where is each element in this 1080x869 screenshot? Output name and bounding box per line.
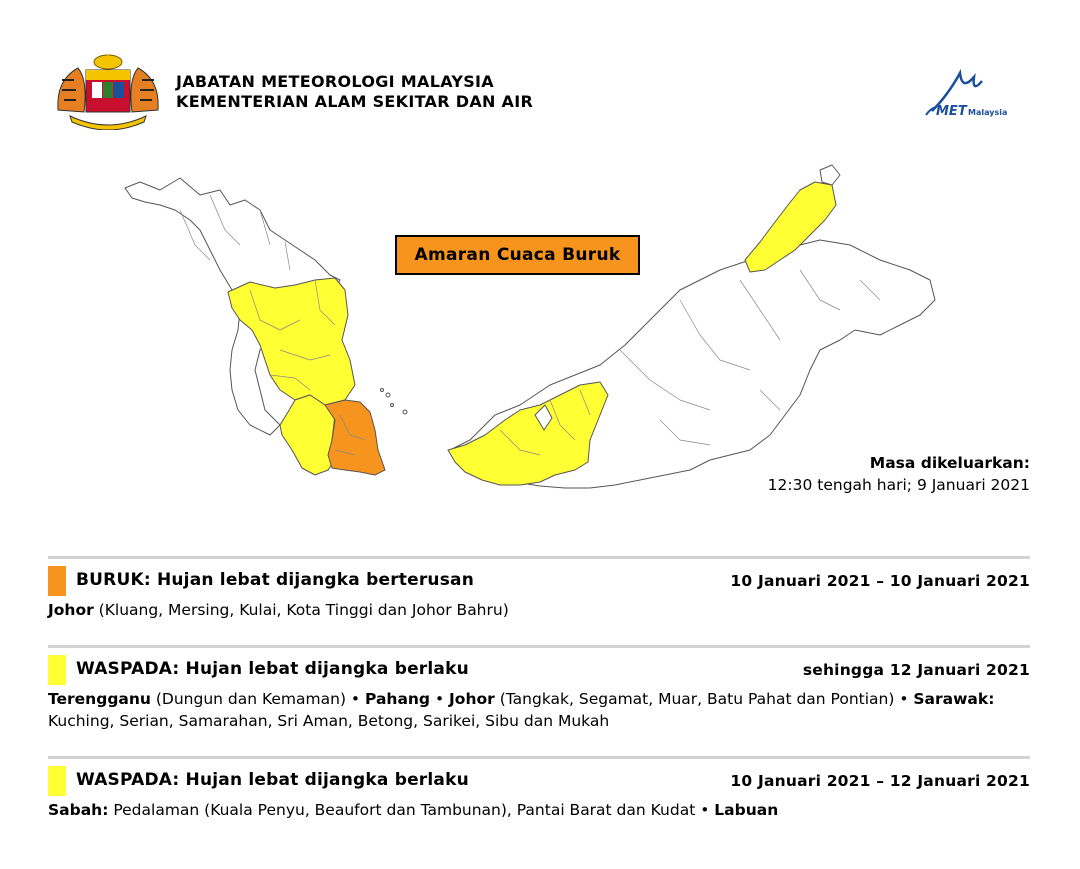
area-detail: Kuching, Serian, Samarahan, Sri Aman, Betong, Sarikei, Sibu dan Mukah <box>48 712 610 730</box>
area-state: Johor <box>449 690 495 708</box>
warning-areas <box>48 799 1030 821</box>
warning-date: 10 Januari 2021 – 10 Januari 2021 <box>730 572 1030 590</box>
peninsular-buruk-johor <box>325 400 385 475</box>
svg-text:MET: MET <box>936 104 967 119</box>
warning-header <box>48 766 1030 796</box>
section-divider <box>48 756 1030 759</box>
section-divider <box>48 645 1030 648</box>
issued-label: Masa dikeluarkan: <box>869 454 1030 472</box>
peninsular-malaysia <box>125 178 407 475</box>
level-swatch <box>48 655 66 685</box>
area-detail: Pedalaman (Kuala Penyu, Beaufort dan Tambunan), Pantai Barat dan Kudat • <box>108 801 715 819</box>
warning-section-1 <box>48 556 1030 621</box>
warning-section-3 <box>48 756 1030 821</box>
sabah-tip <box>820 165 840 185</box>
area-state: Johor <box>48 601 94 619</box>
warning-areas <box>48 599 1030 621</box>
header <box>48 50 1038 130</box>
warning-header <box>48 655 1030 685</box>
warning-header <box>48 566 1030 596</box>
warning-title-box: Amaran Cuaca Buruk <box>395 235 640 275</box>
warning-level-title: WASPADA: Hujan lebat dijangka berlaku <box>76 770 469 790</box>
svg-text:Malaysia: Malaysia <box>968 108 1008 117</box>
warning-level-title: BURUK: Hujan lebat dijangka berterusan <box>76 570 475 590</box>
organization-name <box>176 72 533 112</box>
org-line-1: JABATAN METEOROLOGI MALAYSIA <box>176 72 494 91</box>
east-malaysia <box>448 165 935 488</box>
area-detail: (Dungun dan Kemaman) • <box>150 690 365 708</box>
issued-time: 12:30 tengah hari; 9 Januari 2021 <box>767 476 1030 494</box>
issued-time-block <box>768 452 1030 496</box>
area-state: Pahang <box>365 690 431 708</box>
met-malaysia-logo <box>918 65 1028 120</box>
warning-section-2 <box>48 645 1030 732</box>
area-state: Sarawak: <box>913 690 995 708</box>
level-swatch <box>48 566 66 596</box>
area-state: Terengganu <box>48 690 151 708</box>
warning-areas <box>48 688 1030 732</box>
malaysia-coat-of-arms-icon <box>48 50 168 130</box>
warning-level-title: WASPADA: Hujan lebat dijangka berlaku <box>76 659 469 679</box>
warning-date: 10 Januari 2021 – 12 Januari 2021 <box>730 772 1030 790</box>
org-line-2: KEMENTERIAN ALAM SEKITAR DAN AIR <box>176 92 534 111</box>
area-state: Sabah: <box>48 801 109 819</box>
area-detail: • <box>430 690 450 708</box>
section-divider <box>48 556 1030 559</box>
level-swatch <box>48 766 66 796</box>
area-detail: (Kluang, Mersing, Kulai, Kota Tinggi dan Johor Bahru) <box>93 601 509 619</box>
warning-date: sehingga 12 Januari 2021 <box>802 661 1030 679</box>
area-detail: (Tangkak, Segamat, Muar, Batu Pahat dan Pontian) • <box>494 690 914 708</box>
area-state: Labuan <box>714 801 779 819</box>
